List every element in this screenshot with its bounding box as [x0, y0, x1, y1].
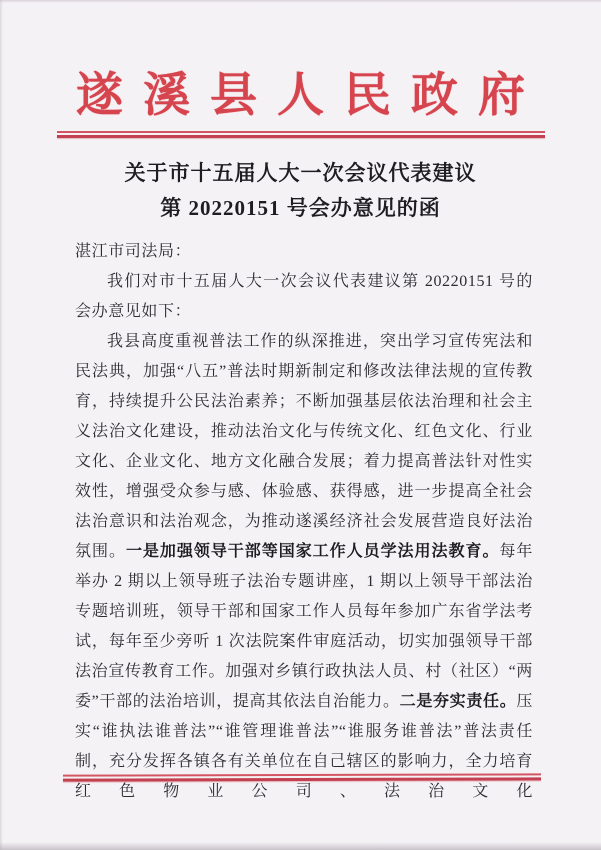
scan-edge-bottom [0, 842, 601, 850]
intro-paragraph: 我们对市十五届人大一次会议代表建议第 20220151 号的会办意见如下： [75, 273, 533, 320]
emphasis-segment: 一是加强领导干部等国家工作人员学法用法教育。 [125, 543, 500, 560]
scan-edge-left [0, 0, 3, 850]
letterhead-divider-thick-line [57, 135, 545, 138]
letterhead-divider [57, 131, 545, 138]
text-segment: 每年举办 2 期以上领导班子法治专题讲座，1 期以上领导干部法治专题培训班，领导干部和国家工作人员每年参加广东省学法考试，每年至少旁听 1 次法院案件审庭活动，切实加强领导干部法治宣传教育工作。加强对乡镇行政执法人员、村（社区）“两委”干部的法治培训，提高其依法自治能力。 [75, 543, 533, 710]
salutation: 湛江市司法局： [75, 243, 192, 260]
letterhead-org-name: 遂溪县人民政府 [76, 70, 545, 122]
text-segment: 压实“谁执法谁普法”“谁管理谁普法”“谁服务谁普法”普法责任制，充分发挥各镇各有关单位在自己辖区的影响力，全力培育红色物业公司、法治文化 [75, 693, 534, 800]
scan-edge-top [0, 0, 601, 3]
document-title [0, 156, 601, 226]
main-paragraph [75, 327, 533, 807]
document-body [75, 237, 533, 807]
footer-divider [63, 773, 541, 781]
document-title-line-2: 第 20220151 号会办意见的函 [160, 196, 441, 220]
text-segment: 我县高度重视普法工作的纵深推进，突出学习宣传宪法和民法典，加强“八五”普法时期新制定和修改法律法规的宣传教育，持续提升公民法治素养；不断加强基层依法治理和社会主义法治文化建设，推动法治文化与传统文化、红色文化、行业文化、企业文化、地方文化融合发展；着力提高普法针对性实效性，增强受众参与感、体验感、获得感，进一步提高全社会法治意识和法治观念，为推动遂溪经济社会发展营造良好法治氛围。 [75, 333, 533, 560]
document-title-line-1: 关于市十五届人大一次会议代表建议 [124, 161, 477, 185]
emphasis-segment: 二是夯实责任。 [399, 693, 517, 710]
